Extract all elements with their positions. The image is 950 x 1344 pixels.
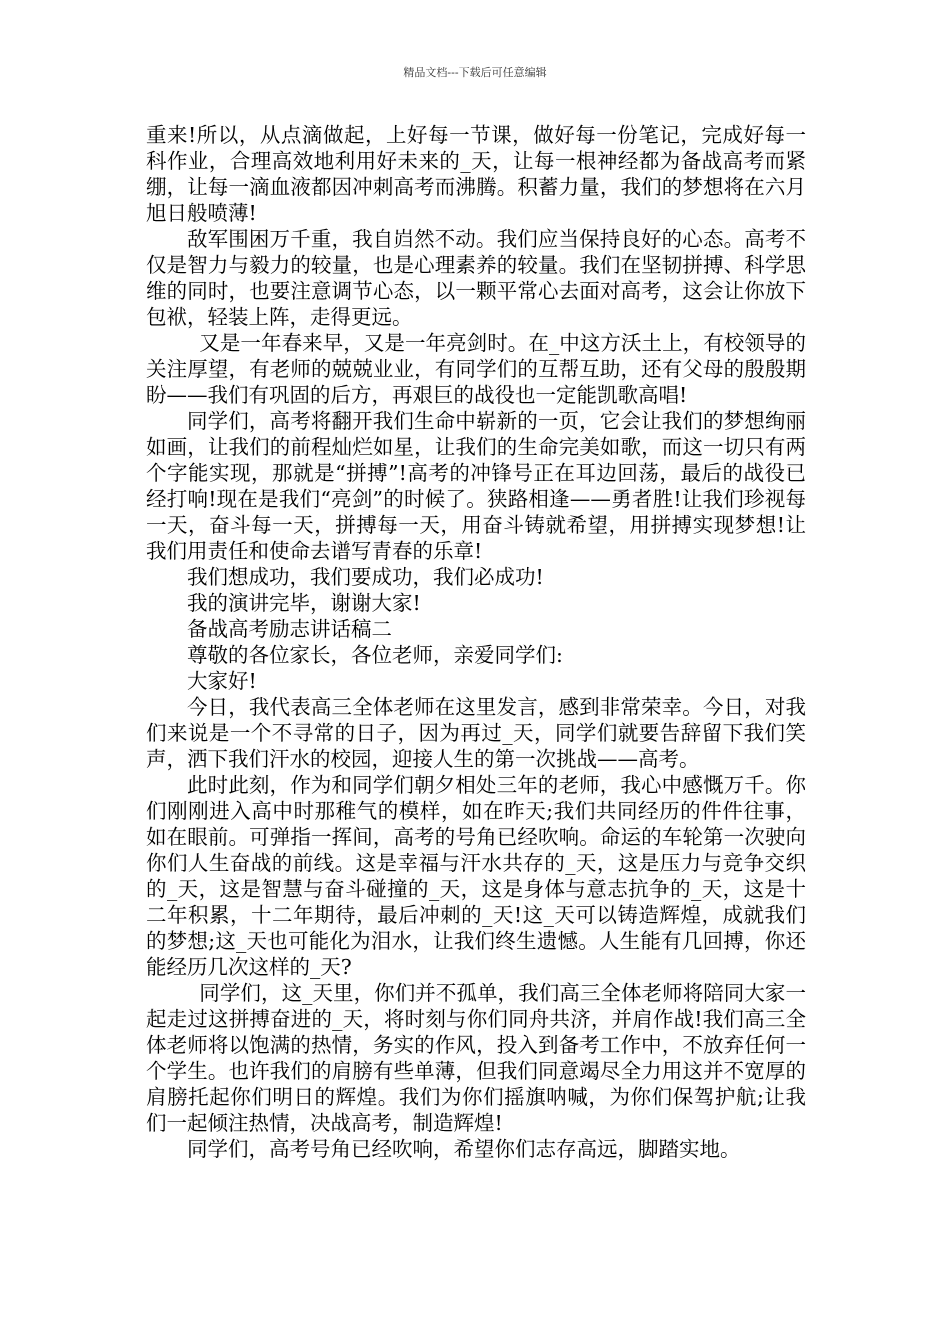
paragraph: 今日，我代表高三全体老师在这里发言，感到非常荣幸。今日，对我们来说是一个不寻常的日子，因为再过_天，同学们就要告辞留下我们笑声，洒下我们汗水的校园，迎接人生的第一次挑战——高考。 — [146, 695, 806, 771]
paragraph: 同学们，这_天里，你们并不孤单，我们高三全体老师将陪同大家一起走过这拼搏奋进的_天，将时刻与你们同舟共济，并肩作战!我们高三全体老师将以饱满的热情，务实的作风，投入到备考工作中，不放弃任何一个学生。也许我们的肩膀有些单薄，但我们同意竭尽全力用这并不宽厚的肩膀托起你们明日的辉煌。我们为你们摇旗呐喊，为你们保驾护航;让我们一起倾注热情，决战高考，制造辉煌! — [146, 981, 806, 1135]
page-header: 精品文档---下载后可任意编辑 — [403, 66, 547, 79]
section-title: 备战高考励志讲话稿二 — [187, 617, 392, 641]
paragraph: 我们想成功，我们要成功，我们必成功! — [187, 565, 544, 589]
paragraph: 又是一年春来早，又是一年亮剑时。在_中这方沃土上，有校领导的关注厚望，有老师的兢兢业业，有同学们的互帮互助，还有父母的殷殷期盼——我们有巩固的后方，再艰巨的战役也一定能凯歌高唱! — [146, 331, 806, 407]
greeting: 大家好! — [187, 669, 257, 693]
paragraph: 重来!所以，从点滴做起，上好每一节课，做好每一份笔记，完成好每一科作业，合理高效地利用好未来的_天，让每一根神经都为备战高考而紧绷，让每一滴血液都因冲刺高考而沸腾。积蓄力量，我们的梦想将在六月旭日般喷薄! — [146, 123, 806, 225]
paragraph: 同学们，高考将翻开我们生命中崭新的一页，它会让我们的梦想绚丽如画，让我们的前程灿烂如星，让我们的生命完美如歌，而这一切只有两个字能实现，那就是“拼搏”!高考的冲锋号正在耳边回荡，最后的战役已经打响!现在是我们“亮剑”的时候了。狭路相逢——勇者胜!让我们珍视每一天，奋斗每一天，拼搏每一天，用奋斗铸就希望，用拼搏实现梦想!让我们用责任和使命去谱写青春的乐章! — [146, 409, 806, 563]
paragraph: 同学们，高考号角已经吹响，希望你们志存高远，脚踏实地。 — [187, 1137, 741, 1161]
paragraph: 敌军围困万千重，我自岿然不动。我们应当保持良好的心态。高考不仅是智力与毅力的较量，也是心理素养的较量。我们在坚韧拼搏、科学思维的同时，也要注意调节心态，以一颗平常心去面对高考，这会让你放下包袱，轻装上阵，走得更远。 — [146, 227, 806, 329]
salutation: 尊敬的各位家长，各位老师，亲爱同学们: — [187, 643, 563, 667]
document-body — [146, 122, 806, 1162]
paragraph: 此时此刻，作为和同学们朝夕相处三年的老师，我心中感慨万千。你们刚刚进入高中时那稚气的模样，如在昨天;我们共同经历的件件往事，如在眼前。可弹指一挥间，高考的号角已经吹响。命运的车轮第一次驶向你们人生奋战的前线。这是幸福与汗水共存的_天，这是压力与竞争交织的_天，这是智慧与奋斗碰撞的_天，这是身体与意志抗争的_天，这是十二年积累，十二年期待，最后冲刺的_天!这_天可以铸造辉煌，成就我们的梦想;这_天也可能化为泪水，让我们终生遗憾。人生能有几回搏，你还能经历几次这样的_天? — [146, 773, 806, 979]
paragraph: 我的演讲完毕，谢谢大家! — [187, 591, 421, 615]
